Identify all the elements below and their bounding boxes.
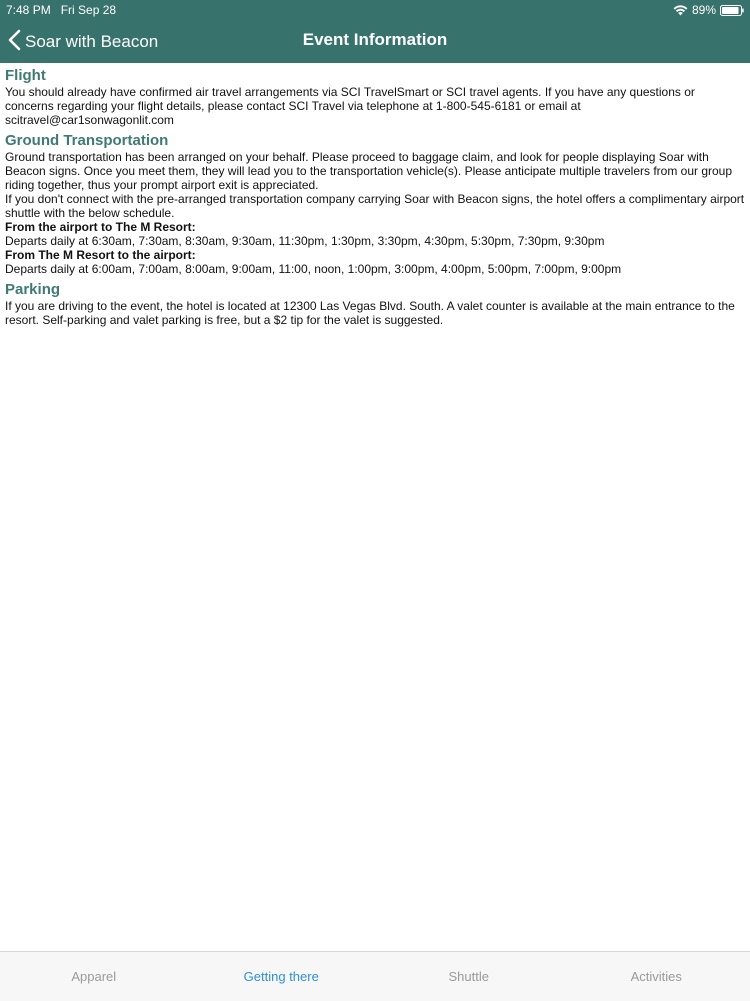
battery-icon <box>720 5 744 16</box>
to-airport-label: From The M Resort to the airport: <box>5 248 745 262</box>
ground-transportation-title: Ground Transportation <box>5 132 745 150</box>
event-info-content <box>5 67 745 332</box>
flight-section <box>5 67 745 127</box>
ground-transportation-section <box>5 132 745 276</box>
parking-section <box>5 281 745 327</box>
status-date: Fri Sep 28 <box>61 3 116 17</box>
wifi-icon <box>673 4 688 16</box>
tab-activities[interactable]: Activities <box>563 952 750 1001</box>
ground-text-arranged: Ground transportation has been arranged on your behalf. Please proceed to baggage claim, and look for people displaying Soar with Beacon signs. Once you meet them, they will lead you to the transportation vehicle(s). Please anticipate multiple travelers from our group riding together, thus your prompt airport exit is appreciated. <box>5 150 745 192</box>
tab-bar <box>0 951 750 1001</box>
to-resort-label: From the airport to The M Resort: <box>5 220 745 234</box>
tab-getting-there[interactable]: Getting there <box>188 952 376 1001</box>
to-airport-times: Departs daily at 6:00am, 7:00am, 8:00am, 9:00am, 11:00, noon, 1:00pm, 3:00pm, 4:00pm, 5:00pm, 7:00pm, 9:00pm <box>5 262 745 276</box>
status-indicators <box>673 0 744 20</box>
parking-title: Parking <box>5 281 745 299</box>
navigation-bar <box>0 22 750 62</box>
flight-text: You should already have confirmed air travel arrangements via SCI TravelSmart or SCI travel agents. If you have any questions or concerns regarding your flight details, please contact SCI Travel via telephone at 1-800-545-6181 or email at scitravel@car1sonwagonlit.com <box>5 85 745 127</box>
flight-title: Flight <box>5 67 745 85</box>
app-header <box>0 0 750 63</box>
ground-text-shuttle: If you don't connect with the pre-arranged transportation company carrying Soar with Beacon signs, the hotel offers a complimentary airport shuttle with the below schedule. <box>5 192 745 220</box>
battery-percent: 89% <box>692 0 716 20</box>
back-button-label: Soar with Beacon <box>25 32 158 52</box>
tab-shuttle[interactable]: Shuttle <box>375 952 563 1001</box>
parking-text: If you are driving to the event, the hotel is located at 12300 Las Vegas Blvd. South. A valet counter is available at the main entrance to the resort. Self-parking and valet parking is free, but a $2 tip for the valet is suggested. <box>5 299 745 327</box>
status-time <box>6 0 116 20</box>
to-resort-times: Departs daily at 6:30am, 7:30am, 8:30am, 9:30am, 11:30pm, 1:30pm, 3:30pm, 4:30pm, 5:30pm, 7:30pm, 9:30pm <box>5 234 745 248</box>
tab-apparel[interactable]: Apparel <box>0 952 188 1001</box>
status-bar <box>0 0 750 20</box>
status-clock: 7:48 PM <box>6 3 51 17</box>
page-title: Event Information <box>0 30 750 50</box>
